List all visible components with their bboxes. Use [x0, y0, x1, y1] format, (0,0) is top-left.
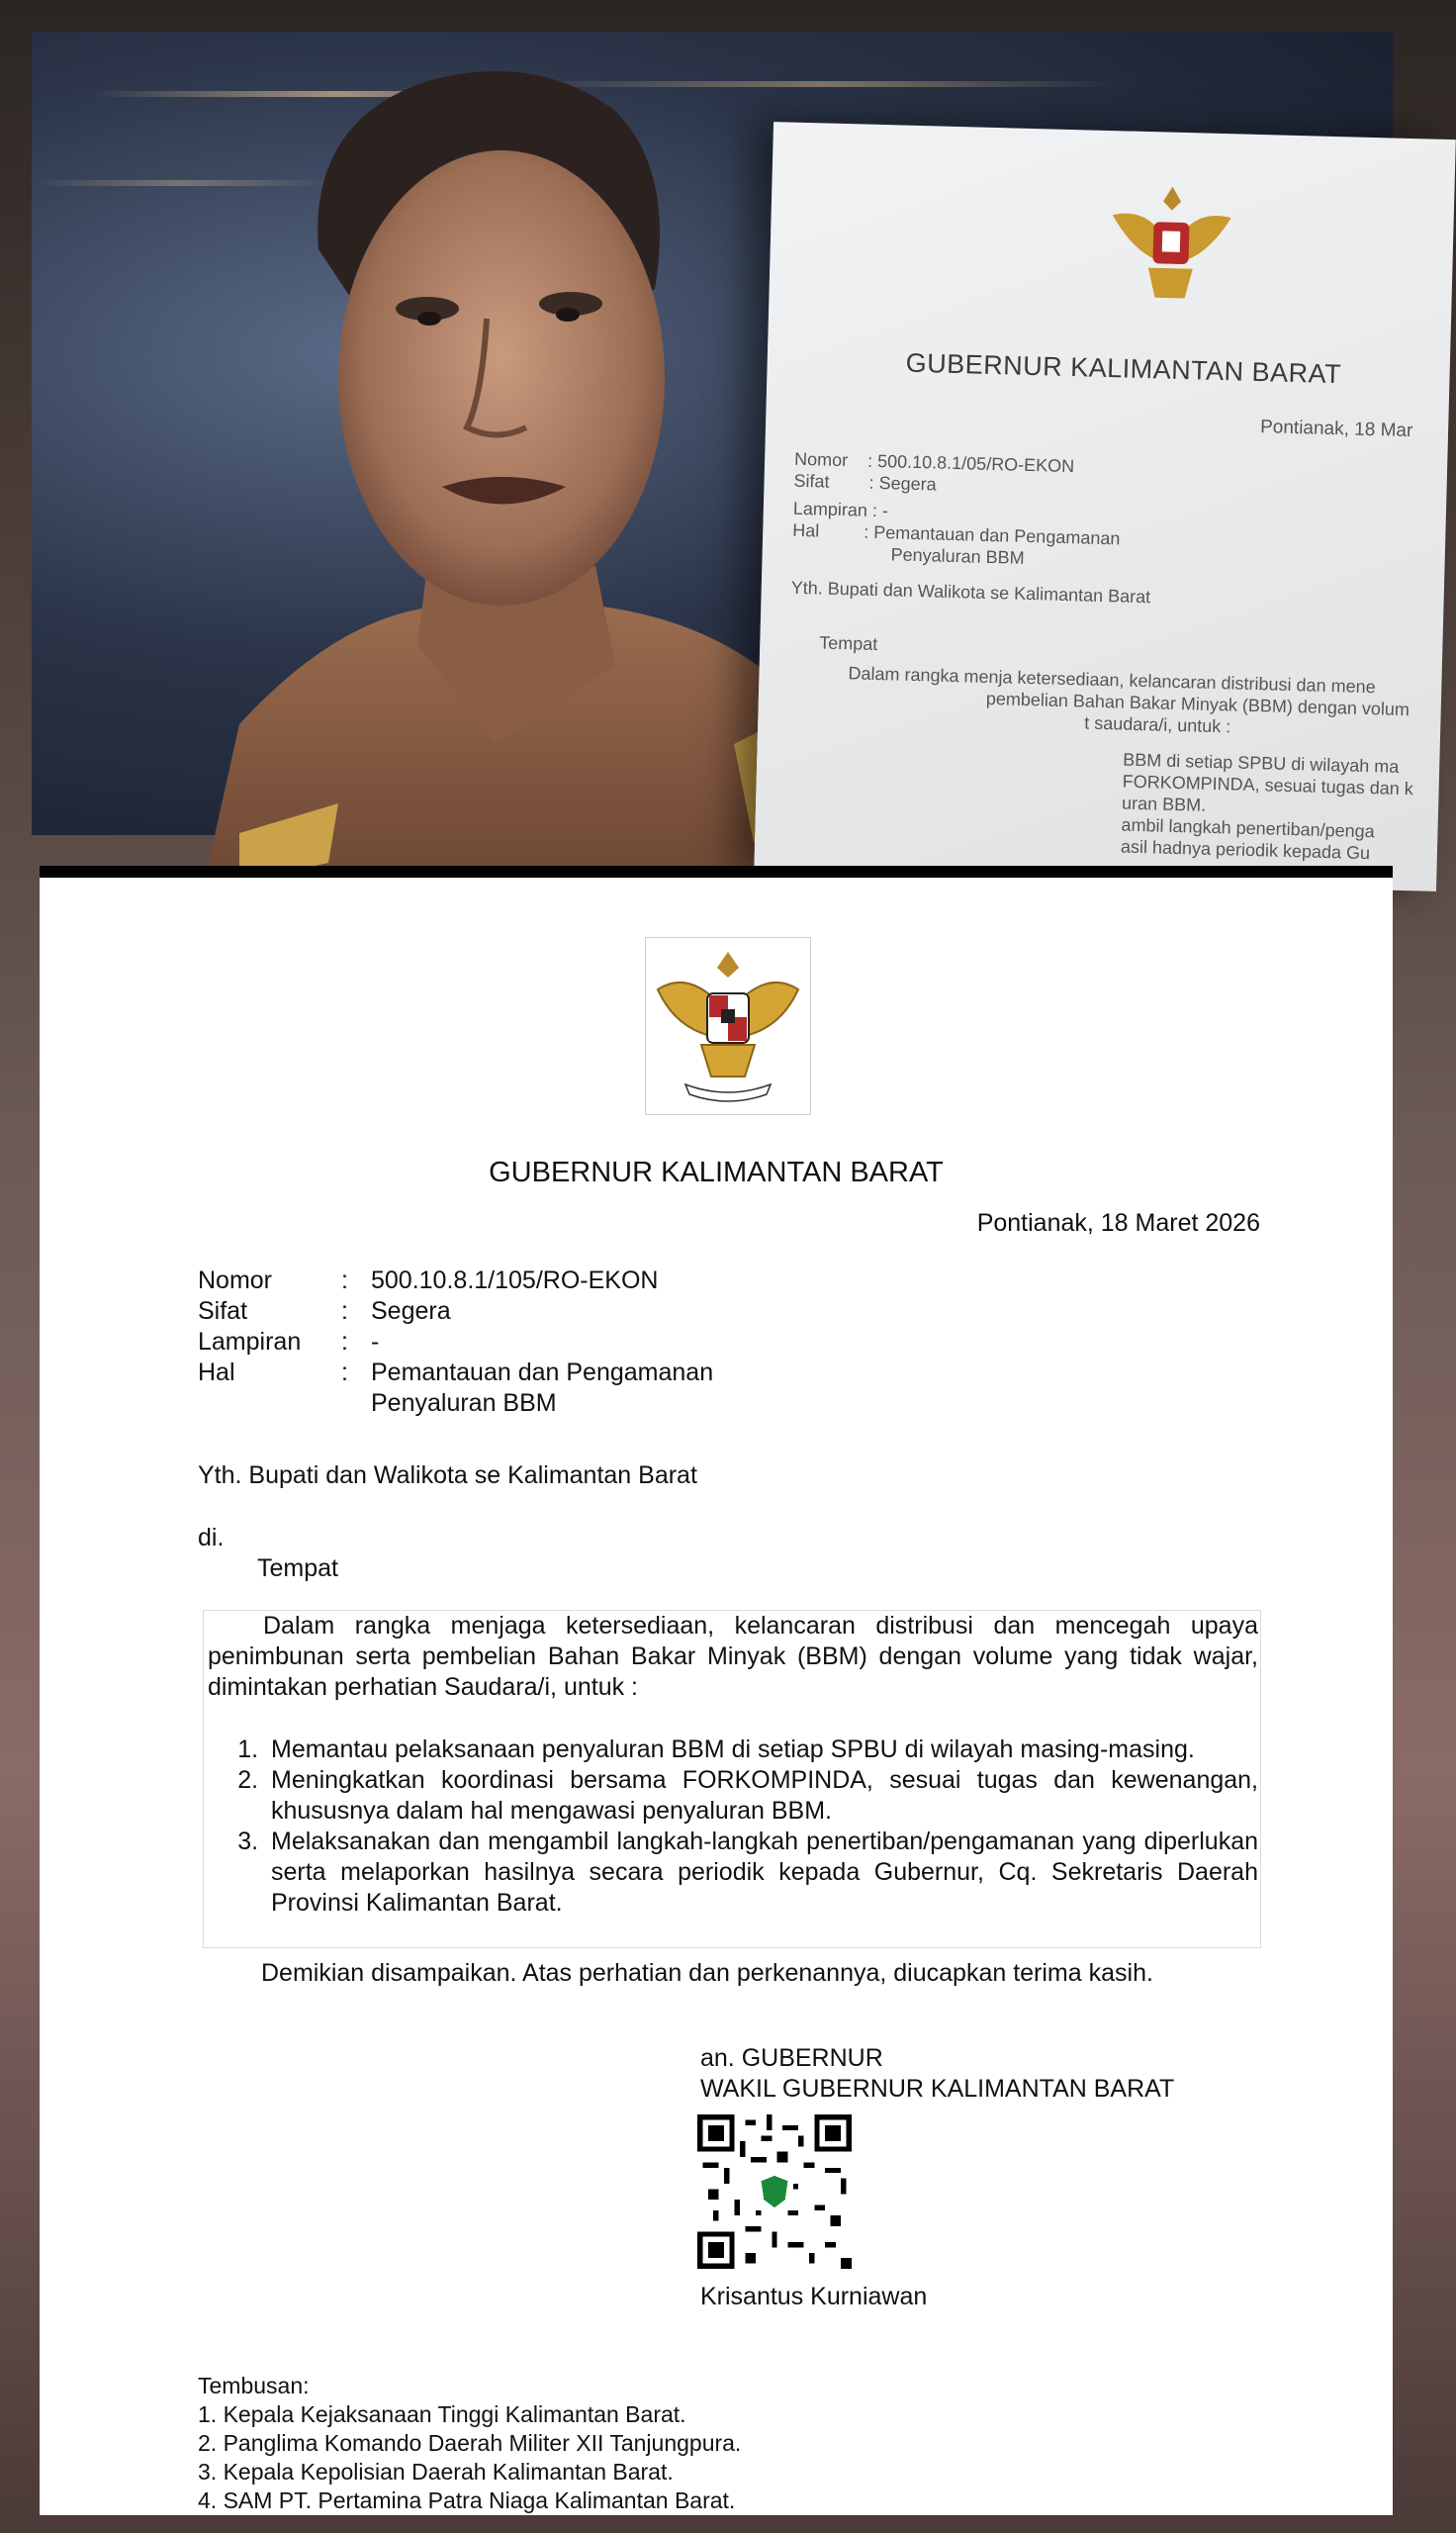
- background-letter-line: BBM di setiap SPBU di wilayah ma: [1123, 749, 1400, 777]
- instruction-list: [204, 1735, 1260, 1919]
- governor-portrait: [200, 51, 833, 902]
- background-letter: [754, 122, 1456, 891]
- meta-row: Hal : Pemantauan dan Pengamanan: [198, 1359, 714, 1386]
- copies-list: [198, 2400, 741, 2515]
- page-title: GUBERNUR KALIMANTAN BARAT: [489, 1157, 944, 1188]
- garuda-emblem-icon: [1095, 170, 1247, 323]
- background-letter-date: Pontianak, 18 Mar: [1259, 417, 1413, 442]
- qr-code-icon: [697, 2114, 852, 2269]
- background-letter-row: Penyaluran BBM: [890, 544, 1025, 568]
- intro-paragraph: Dalam rangka menjaga ketersediaan, kelancaran distribusi dan mencegah upaya penimbunan serta pembelian Bahan Bakar Minyak (BBM) dengan volume yang tidak wajar, dimintakan perhatian Saudara/i, untuk :: [208, 1612, 1258, 1701]
- tempat-label: Tempat: [257, 1554, 338, 1582]
- background-letter-row: Hal : Pemantauan dan Pengamanan: [792, 519, 1121, 549]
- background-letter-line: Dalam rangka menja ketersediaan, kelancaran distribusi dan mene: [848, 663, 1376, 698]
- list-item: 3. Kepala Kepolisian Daerah Kalimantan Barat.: [198, 2459, 674, 2485]
- list-item: 1. Kepala Kejaksanaan Tinggi Kalimantan Barat.: [198, 2401, 686, 2427]
- background-letter-title: GUBERNUR KALIMANTAN BARAT: [905, 347, 1342, 390]
- closing-text: Demikian disampaikan. Atas perhatian dan perkenannya, diucapkan terima kasih.: [261, 1959, 1153, 1987]
- letter-date: Pontianak, 18 Maret 2026: [976, 1209, 1260, 1237]
- recipient: Yth. Bupati dan Walikota se Kalimantan Barat: [198, 1461, 697, 1489]
- background-letter-recipient: Yth. Bupati dan Walikota se Kalimantan Barat: [790, 577, 1151, 608]
- background-letter-row: Sifat : Segera: [793, 470, 937, 495]
- background-letter-line: FORKOMPINDA, sesuai tugas dan k: [1122, 771, 1414, 799]
- garuda-emblem-icon: [646, 938, 810, 1114]
- letter-meta: [198, 1266, 885, 1419]
- list-item: 4. SAM PT. Pertamina Patra Niaga Kalimantan Barat.: [198, 2487, 736, 2513]
- background-letter-line: t saudara/i, untuk :: [1084, 712, 1231, 737]
- background-letter-row: Lampiran : -: [792, 498, 889, 521]
- copies-section: [198, 2372, 741, 2515]
- meta-row: Sifat : Segera: [198, 1297, 451, 1325]
- background-letter-row: Nomor : 500.10.8.1/05/RO-EKON: [793, 448, 1075, 477]
- copies-title: Tembusan:: [198, 2373, 310, 2398]
- list-item: 1. Memantau pelaksanaan penyaluran BBM di setiap SPBU di wilayah masing-masing.: [265, 1735, 1258, 1765]
- signature-line: WAKIL GUBERNUR KALIMANTAN BARAT: [700, 2075, 1175, 2103]
- background-letter-line: ambil langkah penertiban/penga: [1121, 814, 1375, 842]
- di-label: di.: [198, 1524, 225, 1551]
- list-item: 2. Meningkatkan koordinasi bersama FORKOMPINDA, sesuai tugas dan kewenangan, khususnya dalam hal mengawasi penyaluran BBM.: [265, 1765, 1258, 1827]
- meta-row: Penyaluran BBM: [371, 1389, 557, 1417]
- background-letter-tempat: Tempat: [819, 632, 878, 655]
- meta-row: Nomor : 500.10.8.1/105/RO-EKON: [198, 1266, 659, 1294]
- list-item: 3. Melaksanakan dan mengambil langkah-langkah penertiban/pengamanan yang diperlukan serta melaporkan hasilnya secara periodik kepada Gubernur, Cq. Sekretaris Daerah Provinsi Kalimantan Barat.: [265, 1827, 1258, 1919]
- background-letter-line: asil hadnya periodik kepada Gu: [1120, 836, 1371, 864]
- meta-row: Lampiran : -: [198, 1328, 380, 1356]
- signature-block: [700, 2043, 1174, 2105]
- background-letter-line: pembelian Bahan Bakar Minyak (BBM) dengan volum: [985, 688, 1410, 720]
- emblem-frame: [645, 937, 811, 1115]
- official-letter: [40, 866, 1393, 2515]
- list-item: 2. Panglima Komando Daerah Militer XII Tanjungpura.: [198, 2430, 742, 2456]
- background-letter-line: uran BBM.: [1121, 793, 1207, 815]
- header-photo: [32, 32, 1414, 864]
- signer-name: Krisantus Kurniawan: [700, 2283, 928, 2310]
- signature-line: an. GUBERNUR: [700, 2044, 883, 2072]
- letter-body: [203, 1610, 1261, 1948]
